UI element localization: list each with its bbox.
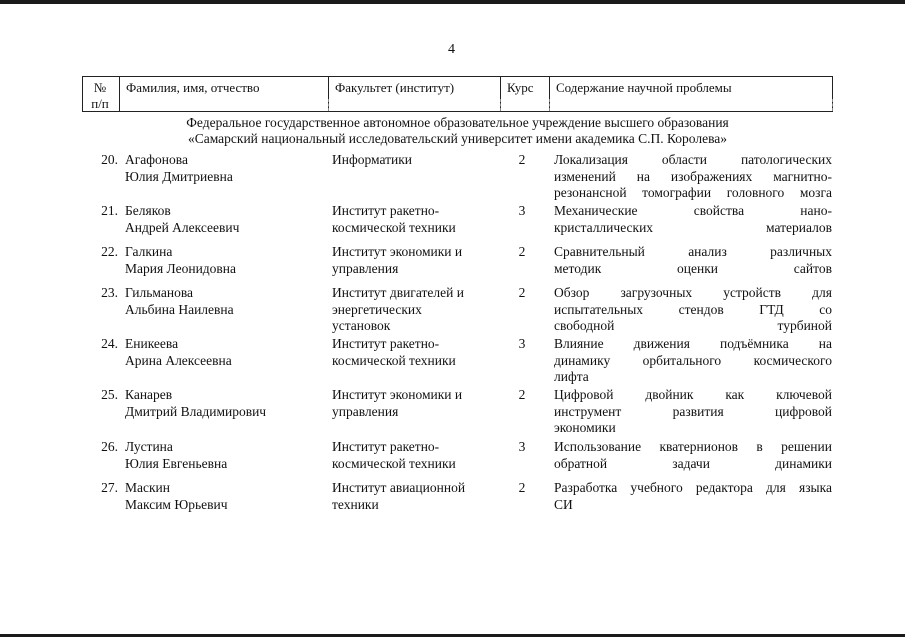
surname: Беляков xyxy=(125,203,171,218)
row-number: 22. xyxy=(101,244,118,259)
topic-word: различных xyxy=(770,244,832,259)
topic-line: кристаллических материалов xyxy=(554,219,832,235)
row-number: 21. xyxy=(101,203,118,218)
given-names: Арина Алексеевна xyxy=(125,352,232,368)
faculty-line: установок xyxy=(332,318,391,333)
header-divider xyxy=(500,99,501,111)
topic-line xyxy=(554,387,832,404)
faculty-line: Информатики xyxy=(332,152,413,167)
faculty-line: Институт авиационной xyxy=(332,480,466,495)
header-divider xyxy=(549,99,550,111)
row-topic xyxy=(554,480,832,513)
header-divider xyxy=(328,99,329,111)
given-names: Дмитрий Владимирович xyxy=(125,403,267,419)
surname: Агафонова xyxy=(125,152,188,167)
given-names: Максим Юрьевич xyxy=(125,496,228,512)
topic-word: языка xyxy=(799,480,832,495)
faculty-line: Институт двигателей и xyxy=(332,285,464,300)
topic-word: Сравнительный xyxy=(554,244,645,259)
topic-line: экономики xyxy=(554,420,616,435)
page-number: 4 xyxy=(448,42,455,57)
institution-line-2: «Самарский национальный исследовательский университет имени академика С.П. Королева» xyxy=(187,131,728,146)
topic-line xyxy=(554,203,832,220)
header-divider xyxy=(832,99,833,111)
surname: Галкина xyxy=(125,244,173,259)
topic-word: Механические xyxy=(554,203,638,218)
row-faculty xyxy=(332,439,492,472)
row-faculty xyxy=(332,203,492,236)
row-name xyxy=(125,152,325,185)
topic-word: области xyxy=(661,152,708,167)
topic-line xyxy=(554,285,832,302)
topic-word: движения xyxy=(633,336,690,351)
row-course: 3 xyxy=(518,336,526,351)
topic-line: свободной турбиной xyxy=(554,318,832,333)
surname: Маскин xyxy=(125,480,170,495)
topic-line: резонансной томографии головного мозга xyxy=(554,185,832,200)
topic-word: свойства xyxy=(693,203,745,218)
row-topic xyxy=(554,152,832,202)
topic-word: со xyxy=(819,301,832,317)
faculty-line: космической техники xyxy=(332,455,456,471)
row-number: 25. xyxy=(101,387,118,402)
row-faculty xyxy=(332,244,492,277)
faculty-line: Институт ракетно- xyxy=(332,439,440,454)
row-name xyxy=(125,285,325,318)
row-faculty xyxy=(332,285,492,335)
topic-word: для xyxy=(812,285,832,300)
topic-word: Влияние xyxy=(554,336,604,351)
header-name: Фамилия, имя, отчество xyxy=(119,77,328,111)
topic-word: Локализация xyxy=(554,152,628,167)
topic-line xyxy=(554,152,832,169)
topic-line xyxy=(554,302,832,319)
given-names: Мария Леонидовна xyxy=(125,260,237,276)
topic-word: динамику xyxy=(554,352,611,368)
faculty-line: космической техники xyxy=(332,219,456,235)
topic-line xyxy=(554,480,832,497)
topic-word: нано- xyxy=(800,203,832,218)
topic-line xyxy=(554,244,832,261)
row-number: 24. xyxy=(101,336,118,351)
row-faculty xyxy=(332,480,492,513)
row-course: 2 xyxy=(518,387,526,402)
faculty-line: энергетических xyxy=(332,301,422,317)
row-faculty xyxy=(332,336,492,369)
topic-word: редактора xyxy=(695,480,753,495)
topic-word: в xyxy=(756,439,763,454)
topic-word: инструмент xyxy=(554,403,622,419)
row-topic xyxy=(554,336,832,386)
topic-word: стендов xyxy=(678,301,724,317)
topic-word: испытательных xyxy=(554,301,644,317)
surname: Канарев xyxy=(125,387,173,402)
topic-word: кватернионов xyxy=(659,439,739,454)
row-course: 2 xyxy=(518,244,526,259)
topic-word: Разработка xyxy=(554,480,618,495)
faculty-line: Институт экономики и xyxy=(332,387,463,402)
given-names: Андрей Алексеевич xyxy=(125,219,240,235)
row-faculty xyxy=(332,152,492,169)
faculty-line: Институт экономики и xyxy=(332,244,463,259)
header-num-sub: п/п xyxy=(91,96,109,111)
row-number: 27. xyxy=(101,480,118,495)
topic-word: для xyxy=(766,480,786,495)
header-topic: Содержание научной проблемы xyxy=(549,77,832,111)
topic-line: обратной задачи динамики xyxy=(554,455,832,471)
row-number: 26. xyxy=(101,439,118,454)
institution-line-1: Федеральное государственное автономное образовательное учреждение высшего образования xyxy=(186,115,729,130)
row-topic xyxy=(554,285,832,335)
institution-heading xyxy=(82,115,833,147)
faculty-line: техники xyxy=(332,496,379,512)
top-border xyxy=(0,0,905,4)
row-topic xyxy=(554,203,832,236)
topic-word: цифровой xyxy=(775,403,832,419)
topic-word: загрузочных xyxy=(620,285,693,300)
surname: Гильманова xyxy=(125,285,194,300)
topic-line: лифта xyxy=(554,369,589,384)
row-course: 2 xyxy=(518,285,526,300)
topic-word: подъёмника xyxy=(719,336,789,351)
given-names: Юлия Евгеньевна xyxy=(125,455,228,471)
faculty-line: космической техники xyxy=(332,352,456,368)
row-course: 2 xyxy=(518,480,526,495)
topic-word: Цифровой xyxy=(554,387,614,402)
header-num: № xyxy=(93,80,107,95)
row-name xyxy=(125,439,325,472)
bottom-border xyxy=(0,634,905,637)
header-faculty: Факультет (институт) xyxy=(328,77,500,111)
faculty-line: управления xyxy=(332,260,399,276)
row-name xyxy=(125,387,325,420)
surname: Лустина xyxy=(125,439,173,454)
table-header xyxy=(82,76,833,112)
topic-word: космического xyxy=(753,352,832,368)
row-name xyxy=(125,244,325,277)
row-name xyxy=(125,336,325,369)
topic-line: изменений на изображениях магнитно- xyxy=(554,168,832,184)
topic-word: как xyxy=(725,387,745,402)
header-course: Курс xyxy=(500,77,549,111)
row-number: 23. xyxy=(101,285,118,300)
topic-word: Использование xyxy=(554,439,642,454)
surname: Еникеева xyxy=(125,336,179,351)
topic-word: ключевой xyxy=(776,387,832,402)
row-course: 3 xyxy=(518,203,526,218)
topic-word: патологических xyxy=(740,152,832,167)
topic-line xyxy=(554,439,832,456)
row-name xyxy=(125,480,325,513)
topic-word: развития xyxy=(672,403,724,419)
row-number: 20. xyxy=(101,152,118,167)
given-names: Альбина Наилевна xyxy=(125,301,234,317)
faculty-line: Институт ракетно- xyxy=(332,203,440,218)
header-num-cell xyxy=(83,77,117,111)
topic-word: ГТД xyxy=(759,301,784,317)
topic-line xyxy=(554,336,832,353)
topic-word: устройств xyxy=(723,285,782,300)
topic-word: орбитального xyxy=(642,352,722,368)
topic-line: СИ xyxy=(554,496,573,512)
row-topic xyxy=(554,244,832,277)
row-topic xyxy=(554,387,832,437)
topic-word: решении xyxy=(781,439,832,454)
topic-line xyxy=(554,353,832,370)
row-course: 2 xyxy=(518,152,526,167)
given-names: Юлия Дмитриевна xyxy=(125,168,233,184)
faculty-line: Институт ракетно- xyxy=(332,336,440,351)
topic-line: методик оценки сайтов xyxy=(554,260,832,276)
topic-word: двойник xyxy=(645,387,694,402)
topic-line xyxy=(554,404,832,421)
topic-word: анализ xyxy=(688,244,727,259)
topic-word: учебного xyxy=(630,480,683,495)
row-topic xyxy=(554,439,832,472)
row-name xyxy=(125,203,325,236)
faculty-line: управления xyxy=(332,403,399,419)
row-faculty xyxy=(332,387,492,420)
row-course: 3 xyxy=(518,439,526,454)
topic-word: Обзор xyxy=(554,285,590,300)
topic-word: на xyxy=(818,336,832,351)
